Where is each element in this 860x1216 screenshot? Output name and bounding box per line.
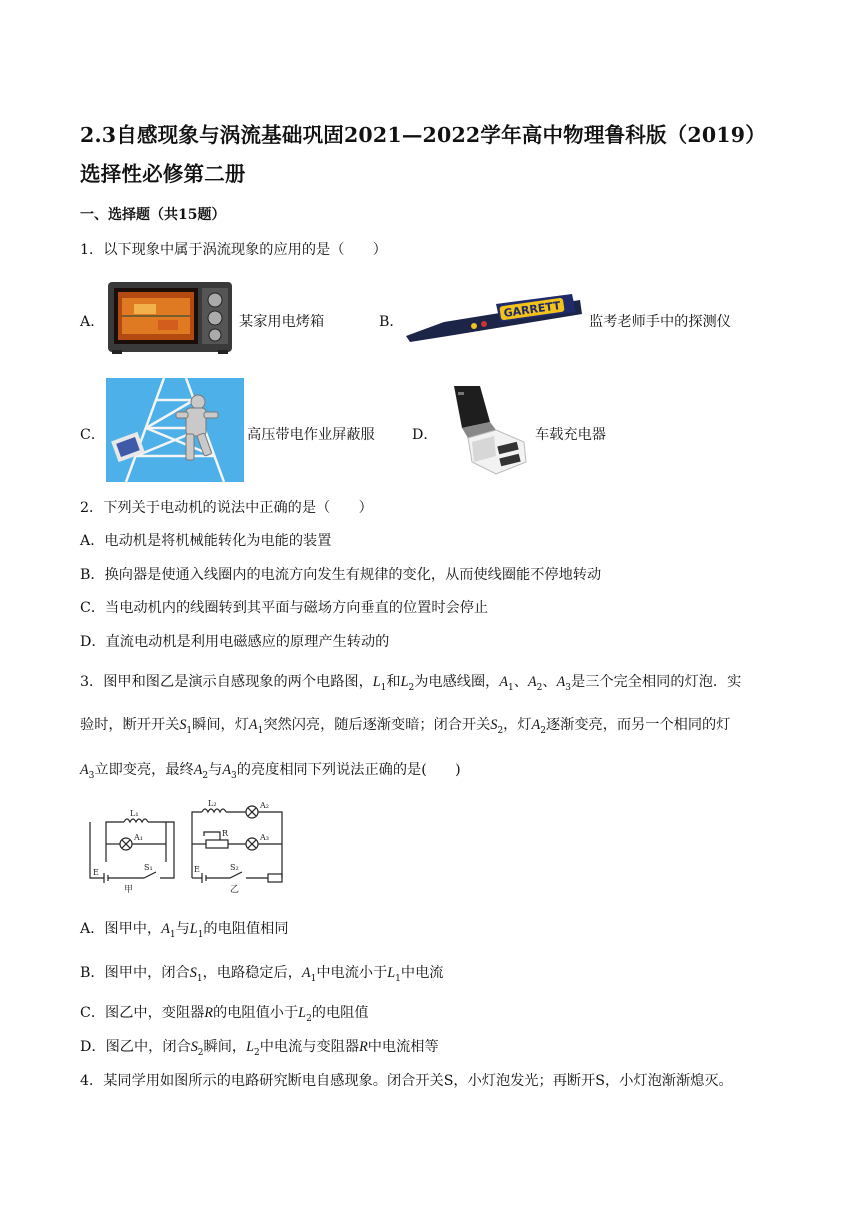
circuit-jia xyxy=(90,809,174,895)
car-charger-image xyxy=(432,382,532,478)
q1-option-c-caption: 高压带电作业屏蔽服 xyxy=(247,427,375,443)
section-heading: 一、选择题（共15题） xyxy=(80,207,226,223)
q3-stem-line1: 3．图甲和图乙是演示自感现象的两个电路图，$L_1$和$L_2$为电感线圈，$A_1$、$A_2$、$A_3$是三个完全相同的灯泡．实 xyxy=(80,674,742,693)
yi-caption: 乙 xyxy=(230,885,240,895)
q3-option-d[interactable]: D．图乙中，闭合$S_2$瞬间，$L_2$中电流与变阻器R中电流相等 xyxy=(80,1039,439,1058)
q2-stem: 2．下列关于电动机的说法中正确的是（ ） xyxy=(80,500,373,516)
yi-rheostat-label: R xyxy=(222,829,229,838)
q3-option-a[interactable]: A．图甲中，$A_1$与$L_1$的电阻值相同 xyxy=(80,921,289,940)
q3-option-c[interactable]: C．图乙中，变阻器R的电阻值小于$L_2$的电阻值 xyxy=(80,1005,369,1024)
q1-stem: 1．以下现象中属于涡流现象的应用的是（ ） xyxy=(80,242,387,258)
q1-option-a-label[interactable]: A． xyxy=(80,314,105,330)
q3-stem-line2: 验时，断开开关$S_1$瞬间，灯$A_1$突然闪亮，随后逐渐变暗；闭合开关$S_2$，灯$A_2$逐渐变亮，而另一个相同的灯 xyxy=(80,717,731,736)
q1-option-d-label[interactable]: D． xyxy=(412,427,438,443)
yi-battery-label: E xyxy=(194,865,200,874)
jia-battery-label: E xyxy=(93,868,99,877)
detector-brand-text: GARRETT xyxy=(502,299,562,320)
q1-option-c-label[interactable]: C． xyxy=(80,427,106,443)
page-title: 2.3自感现象与涡流基础巩固2021—2022学年高中物理鲁科版（2019） xyxy=(80,123,766,147)
q2-option-a[interactable]: A．电动机是将机械能转化为电能的装置 xyxy=(80,533,332,549)
q1-option-b-label[interactable]: B． xyxy=(379,314,404,330)
q3-stem-line3: $A_3$立即变亮，最终$A_2$与$A_3$的亮度相同下列说法正确的是( ) xyxy=(80,762,461,781)
q3-option-b[interactable]: B．图甲中，闭合$S_1$，电路稳定后，$A_1$中电流小于$L_1$中电流 xyxy=(80,965,444,984)
jia-inductor-label: L₁ xyxy=(130,809,139,818)
q2-option-c[interactable]: C．当电动机内的线圈转到其平面与磁场方向垂直的位置时会停止 xyxy=(80,600,489,616)
q4-stem: 4．某同学用如图所示的电路研究断电自感现象。闭合开关S，小灯泡发光；再断开S，小灯泡渐渐熄灭。 xyxy=(80,1073,733,1089)
q3-circuit-figure xyxy=(84,796,304,896)
circuit-yi xyxy=(192,799,282,895)
q1-option-b-caption: 监考老师手中的探测仪 xyxy=(589,314,731,330)
shielding-suit-image xyxy=(106,378,244,482)
jia-lamp-label: A₁ xyxy=(134,833,143,842)
metal-detector-image xyxy=(404,292,584,344)
jia-switch-label: S₁ xyxy=(144,863,153,872)
q1-option-d-caption: 车载充电器 xyxy=(535,427,606,443)
page-subtitle: 选择性必修第二册 xyxy=(80,162,246,186)
q1-option-a-caption: 某家用电烤箱 xyxy=(239,314,325,330)
oven-image xyxy=(106,278,236,356)
yi-inductor-label: L₂ xyxy=(208,799,217,808)
yi-lamp2-label: A₂ xyxy=(260,801,269,810)
jia-caption: 甲 xyxy=(124,885,134,895)
q2-option-b[interactable]: B．换向器是使通入线圈内的电流方向发生有规律的变化，从而使线圈能不停地转动 xyxy=(80,567,602,583)
yi-lamp3-label: A₃ xyxy=(260,833,269,842)
yi-switch-label: S₂ xyxy=(230,863,239,872)
q2-option-d[interactable]: D．直流电动机是利用电磁感应的原理产生转动的 xyxy=(80,634,390,650)
